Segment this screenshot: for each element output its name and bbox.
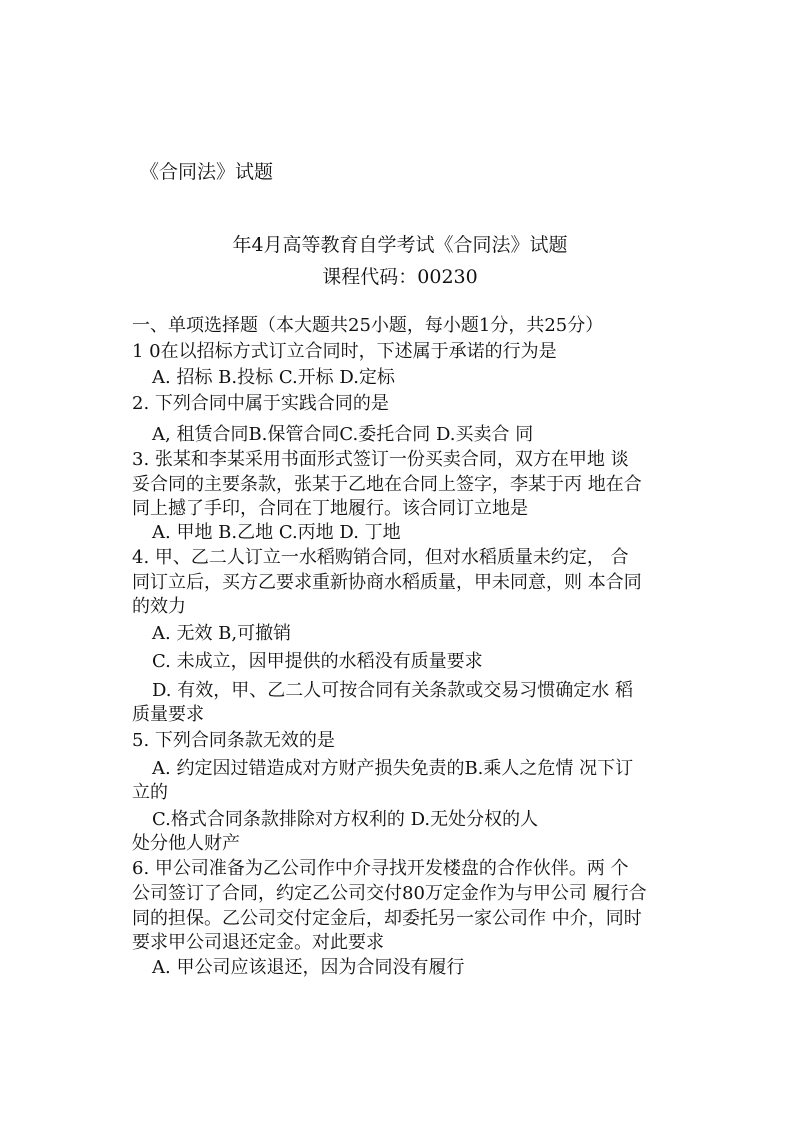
- question-5-option-cd: C.格式合同条款排除对方权利的 D.无处分权的人: [152, 809, 539, 830]
- question-5-option-b-cont: 立的: [132, 782, 168, 803]
- question-4-option-c: C. 未成立，因甲提供的水稻没有质量要求: [152, 651, 483, 672]
- question-4-line-3: 的效力: [132, 596, 186, 617]
- question-4-option-ab: A. 无效 B,可撤销: [152, 623, 292, 644]
- question-2: 2. 下列合同中属于实践合同的是: [132, 393, 389, 414]
- question-6-line-3: 同的担保。乙公司交付定金后，却委托另一家公司作 中介，同时: [132, 908, 642, 929]
- question-3-line-2: 妥合同的主要条款，张某于乙地在合同上签字，李某于丙 地在合: [132, 474, 642, 495]
- question-2-options: A, 租赁合同B.保管合同C.委托合同 D.买卖合 同: [152, 424, 534, 445]
- question-1: 1 0在以招标方式订立合同时，下述属于承诺的行为是: [132, 341, 557, 362]
- exam-title: 年4月高等教育自学考试《合同法》试题: [232, 234, 568, 256]
- question-1-options: A. 招标 B.投标 C.开标 D.定标: [152, 367, 395, 388]
- question-3-line-3: 同上撼了手印，合同在丁地履行。该合同订立地是: [132, 498, 528, 519]
- question-6-line-2: 公司签订了合同，约定乙公司交付80万定金作为与甲公司 履行合: [132, 883, 647, 904]
- question-6-line-4: 要求甲公司退还定金。对此要求: [132, 932, 384, 953]
- question-4-option-d-cont: 质量要求: [132, 704, 204, 725]
- question-4: 4. 甲、乙二人订立一水稻购销合同，但对水稻质量未约定， 合: [132, 547, 629, 568]
- question-6-option-a: A. 甲公司应该退还，因为合同没有履行: [152, 957, 465, 978]
- question-6: 6. 甲公司准备为乙公司作中介寻找开发楼盘的合作伙伴。两 个: [132, 858, 629, 879]
- question-4-option-d: D. 有效，甲、乙二人可按合同有关条款或交易习惯确定水 稻: [152, 680, 633, 701]
- question-3-options: A. 甲地 B.乙地 C.丙地 D. 丁地: [152, 522, 401, 543]
- question-4-line-2: 同订立后，买方乙要求重新协商水稻质量，甲未同意，则 本合同: [132, 572, 642, 593]
- question-5-option-d-cont: 处分他人财产: [132, 833, 240, 854]
- section-heading: 一、单项选择题（本大题共25小题，每小题1分，共25分）: [132, 315, 604, 336]
- course-code: 课程代码：00230: [322, 266, 478, 288]
- question-5: 5. 下列合同条款无效的是: [132, 730, 335, 751]
- header-title: 《合同法》试题: [140, 161, 274, 183]
- question-5-option-ab: A. 约定因过错造成对方财产损失免责的B.乘人之危情 况下订: [152, 758, 634, 779]
- question-3: 3. 张某和李某采用书面形式签订一份买卖合同，双方在甲地 谈: [132, 449, 629, 470]
